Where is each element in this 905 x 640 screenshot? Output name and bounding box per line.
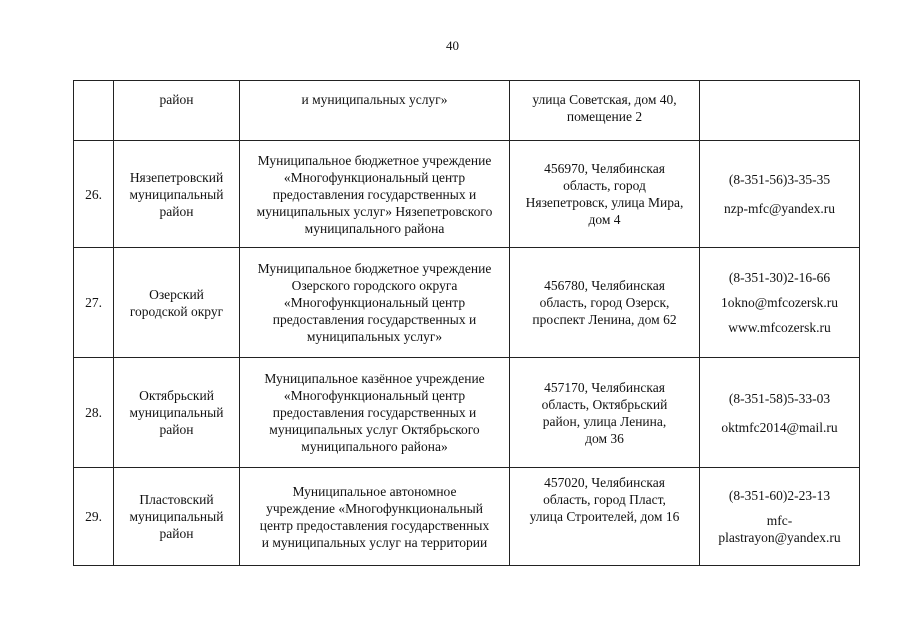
contacts-cell: [700, 141, 860, 248]
contacts-cell: [700, 81, 860, 141]
row-number: 26.: [74, 141, 114, 248]
email-link[interactable]: oktmfc2014@mail.ru: [721, 419, 838, 435]
row-number: 27.: [74, 248, 114, 358]
table-row: [74, 358, 860, 468]
address-cell: 456970, Челябинская область, город Нязепетровск, улица Мира, дом 4: [510, 141, 700, 248]
phone-text: (8-351-60)2-23-13: [728, 488, 831, 503]
district-cell: Озерский городской округ: [114, 248, 240, 358]
phone-text: (8-351-56)3-35-35: [728, 172, 831, 187]
contacts-cell: [700, 468, 860, 566]
organization-cell: и муниципальных услуг»: [240, 81, 510, 141]
district-cell: Пластовский муниципальный район: [114, 468, 240, 566]
page-number: 40: [446, 38, 459, 53]
table-row: [74, 81, 860, 141]
row-number: 28.: [74, 358, 114, 468]
table-row: [74, 468, 860, 566]
email-link[interactable]: mfc- plastrayon@yandex.ru: [718, 513, 841, 545]
website-link[interactable]: www.mfcozersk.ru: [728, 320, 831, 335]
district-cell: Октябрьский муниципальный район: [114, 358, 240, 468]
address-cell: 456780, Челябинская область, город Озерск, проспект Ленина, дом 62: [510, 248, 700, 358]
district-cell: Нязепетровский муниципальный район: [114, 141, 240, 248]
organization-cell: Муниципальное автономное учреждение «Многофункциональный центр предоставления государственных и муниципальных услуг на территории: [240, 468, 510, 566]
organization-cell: Муниципальное бюджетное учреждение «Многофункциональный центр предоставления государственных и муниципальных услуг» Нязепетровского муниципального района: [240, 141, 510, 248]
table-row: [74, 248, 860, 358]
table-row: [74, 141, 860, 248]
district-cell: район: [114, 81, 240, 141]
mfc-table: [73, 80, 860, 566]
row-number: 29.: [74, 468, 114, 566]
contacts-cell: [700, 358, 860, 468]
email-link[interactable]: 1okno@mfcozersk.ru: [720, 295, 839, 310]
phone-text: (8-351-30)2-16-66: [728, 270, 831, 285]
organization-cell: Муниципальное бюджетное учреждение Озерского городского округа «Многофункциональный центр предоставления государственных и муниципальных услуг»: [240, 248, 510, 358]
address-cell: 457020, Челябинская область, город Пласт, улица Строителей, дом 16: [510, 468, 700, 566]
contacts-cell: [700, 248, 860, 358]
organization-cell: Муниципальное казённое учреждение «Многофункциональный центр предоставления государственных и муниципальных услуг Октябрьского муниципального района»: [240, 358, 510, 468]
row-number: [74, 81, 114, 141]
phone-text: (8-351-58)5-33-03: [728, 390, 831, 406]
address-cell: улица Советская, дом 40, помещение 2: [510, 81, 700, 141]
email-link[interactable]: nzp-mfc@yandex.ru: [723, 201, 835, 216]
address-cell: 457170, Челябинская область, Октябрьский район, улица Ленина, дом 36: [510, 358, 700, 468]
